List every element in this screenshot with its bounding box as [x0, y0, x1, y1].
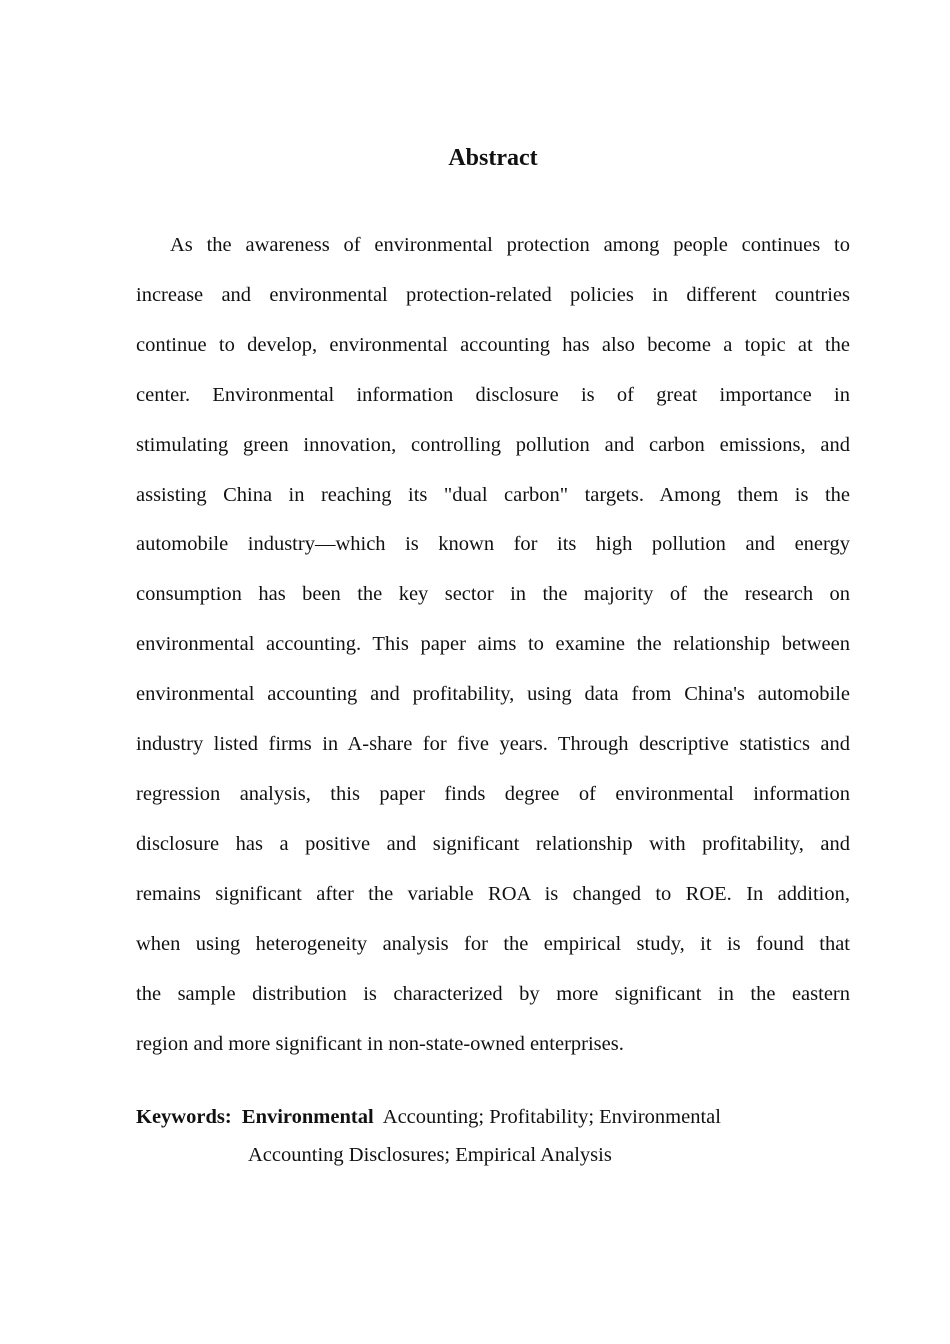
- abstract-line: assisting China in reaching its "dual carbon" targets. Among them is the: [136, 483, 850, 506]
- abstract-line: when using heterogeneity analysis for the empirical study, it is found that: [136, 932, 850, 955]
- abstract-line: consumption has been the key sector in the majority of the research on: [136, 583, 850, 606]
- abstract-line: the sample distribution is characterized by more significant in the eastern: [136, 982, 850, 1005]
- keyword-bold-term: Environmental: [241, 1106, 374, 1128]
- abstract-line: regression analysis, this paper finds degree of environmental information: [136, 782, 850, 805]
- abstract-line: center. Environmental information disclosure is of great importance in: [136, 383, 850, 406]
- abstract-line: stimulating green innovation, controlling pollution and carbon emissions, and: [136, 433, 850, 456]
- abstract-body: [136, 221, 850, 1069]
- abstract-line: disclosure has a positive and significant relationship with profitability, and: [136, 832, 850, 855]
- abstract-line: automobile industry—which is known for its high pollution and energy: [136, 533, 850, 556]
- keywords-line-2: Accounting Disclosures; Empirical Analysis: [248, 1144, 612, 1166]
- keywords-label: Keywords:: [136, 1106, 232, 1128]
- keywords-line-1-text: Accounting; Profitability; Environmental: [382, 1106, 721, 1128]
- abstract-line: industry listed firms in A-share for five years. Through descriptive statistics and: [136, 733, 850, 756]
- keywords-line-1: [136, 1106, 721, 1128]
- abstract-title: Abstract: [448, 145, 538, 171]
- abstract-line: continue to develop, environmental accounting has also become a topic at the: [136, 333, 850, 356]
- abstract-line: environmental accounting. This paper aims to examine the relationship between: [136, 633, 850, 656]
- abstract-line: As the awareness of environmental protection among people continues to: [170, 234, 850, 256]
- abstract-line: remains significant after the variable ROA is changed to ROE. In addition,: [136, 882, 850, 905]
- abstract-line: increase and environmental protection-related policies in different countries: [136, 283, 850, 306]
- abstract-line-last: region and more significant in non-state-owned enterprises.: [136, 1032, 624, 1055]
- abstract-line: environmental accounting and profitability, using data from China's automobile: [136, 683, 850, 706]
- keywords-block: [136, 1098, 856, 1174]
